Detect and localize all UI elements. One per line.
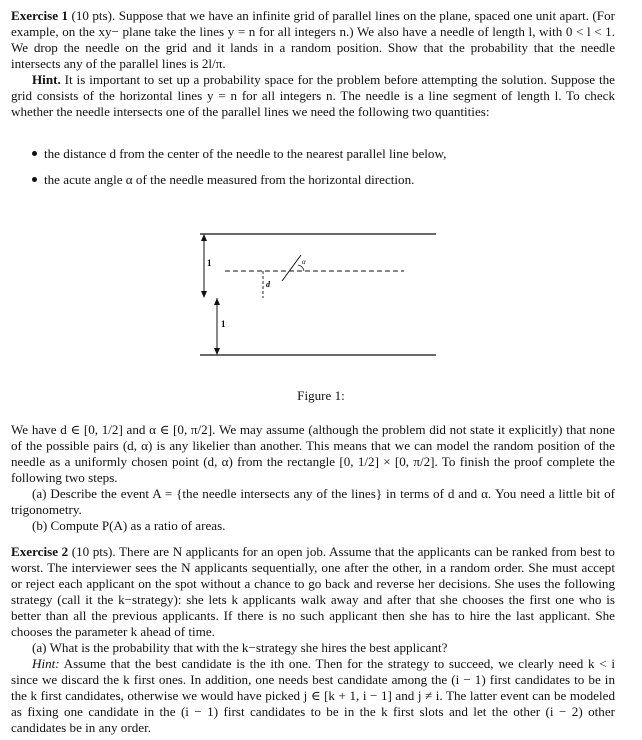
exercise1-hint [11, 72, 615, 120]
gap-label-top: 1 [207, 258, 212, 268]
angle-label: α [302, 258, 306, 266]
exercise1-statement [11, 8, 615, 72]
exercise1-part-b: (b) Compute P(A) as a ratio of areas. [32, 518, 226, 533]
exercise1-title: Exercise 1 [11, 8, 69, 23]
exercise1-hint-label: Hint. [32, 72, 61, 87]
exercise2-points: (10 pts). [71, 544, 116, 559]
needle-figure [0, 225, 642, 365]
exercise2-part-a: (a) What is the probability that with the k−strategy she hires the best applicant? [32, 640, 448, 655]
exercise2-title: Exercise 2 [11, 544, 69, 559]
exercise1-part-a: (a) Describe the event A = {the needle intersects any of the lines} in terms of d and α. You need a little bit of trigonometry. [11, 486, 615, 518]
figure-caption: Figure 1: [297, 388, 345, 403]
exercise2-text: There are N applicants for an open job. Assume that the applicants can be ranked from best to worst. The interviewer sees the N applicants sequentially, one after the other, in a random order. She must accept or reject each applicant on the spot without a chance to go back and reverse her decisions. She uses the following strategy (call it the k−strategy): she lets k applicants walk away and after that she chooses the first one who is better than all the previous applicants. If there is no such applicant then she has to hire the last applicant. She chooses the parameter k ahead of time. [11, 544, 615, 640]
exercise1-points: (10 pts). [71, 8, 116, 23]
exercise2-statement [11, 544, 615, 641]
exercise1-hint-text: It is important to set up a probability space for the problem before attempting the solution. Suppose the grid consists of the horizontal lines y = n for all integers n. The needle is a line segment of length l. To check whether the needle intersects one of the parallel lines we need the following two quantities: [11, 72, 615, 120]
quantities-list [32, 146, 622, 188]
list-item: the acute angle α of the needle measured from the horizontal direction. [32, 172, 622, 188]
exercise1-text: Suppose that we have an infinite grid of parallel lines on the plane, spaced one unit apart. (For example, on the xy− plane take the lines y = n for all integers n.) We also have a needle of length l, with 0 < l < 1. We drop the needle on the grid and it lands in a random position. Show that the probability that the needle intersects any of the parallel lines is 2l/π. [11, 8, 615, 72]
exercise2-hint [11, 656, 615, 736]
list-item: the distance d from the center of the needle to the nearest parallel line below, [32, 146, 622, 162]
distance-label: d [266, 280, 270, 289]
exercise2-hint-text: Assume that the best candidate is the ith one. Then for the strategy to succeed, we clearly need k < i since we discard the k first ones. In addition, one needs best candidate among the (i − 1) first candidates to be in the k first candidates, otherwise we would have picked j ∈ [k + 1, i − 1] and j ≠ i. The latter event can be modeled as fixing one candidate in the (i − 1) first candidates to be in the k first slots and let the other (i − 2) other candidates be in any order. [11, 656, 615, 736]
gap-label-bottom: 1 [221, 319, 226, 329]
exercise1-model-paragraph: We have d ∈ [0, 1/2] and α ∈ [0, π/2]. We may assume (although the problem did not state it explicitly) that none of the possible pairs (d, α) is any likelier than another. This means that we can model the random position of the needle as a uniformly chosen point (d, α) from the rectangle [0, 1/2] × [0, π/2]. To finish the proof complete the following two steps. [11, 422, 615, 486]
needle [282, 255, 301, 281]
exercise2-hint-label: Hint: [32, 656, 60, 671]
